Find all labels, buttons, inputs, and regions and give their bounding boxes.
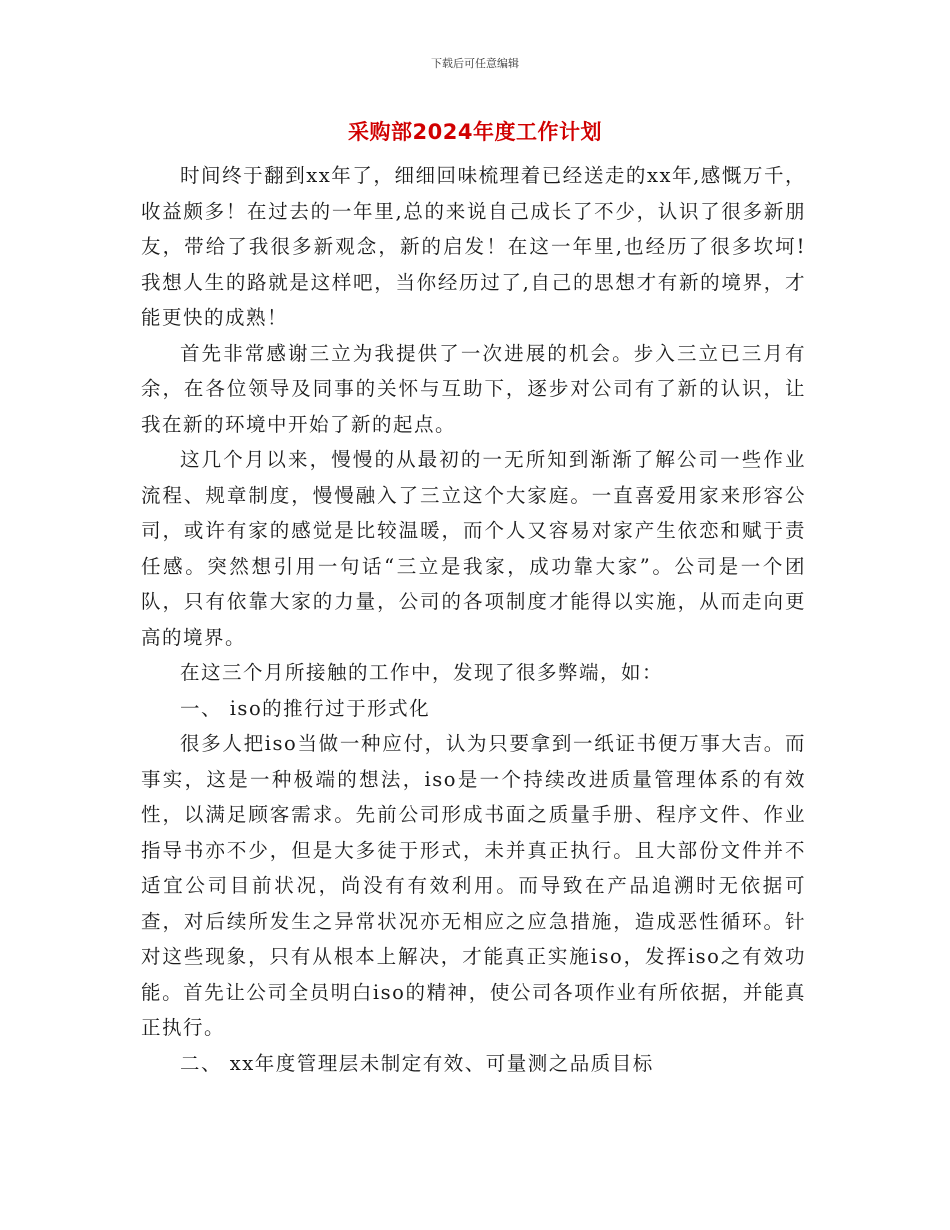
paragraph-problems: 在这三个月所接触的工作中，发现了很多弊端，如： [180, 661, 664, 684]
paragraph-months: 这几个月以来，慢慢的从最初的一无所知到渐渐了解公司一些作业流程、规章制度，慢慢融入了三立这个大家庭。一直喜爱用家来形容公司，或许有家的感觉是比较温暖，而个人又容易对家产生依恋和赋于责任感。突然想引用一句话“三立是我家，成功靠大家”。公司是一个团队，只有依靠大家的力量，公司的各项制度才能得以实施，从而走向更高的境界。 [141, 448, 806, 649]
paragraph-intro: 时间终于翻到xx年了，细细回味梳理着已经送走的xx年,感慨万千，收益颇多！在过去的一年里,总的来说自己成长了不少，认识了很多新朋友，带给了我很多新观念，新的启发！在这一年里,也经历了很多坎坷!我想人生的路就是这样吧，当你经历过了,自己的思想才有新的境界，才能更快的成熟！ [141, 164, 806, 329]
page-header: 下载后可任意编辑 [431, 57, 519, 70]
document-title: 采购部2024年度工作计划 [348, 120, 602, 144]
heading-item-1: 一、 iso的推行过于形式化 [180, 696, 431, 720]
paragraph-thanks: 首先非常感谢三立为我提供了一次进展的机会。步入三立已三月有余，在各位领导及同事的关怀与互助下，逐步对公司有了新的认识，让我在新的环境中开始了新的起点。 [141, 341, 806, 436]
heading-item-2: 二、 xx年度管理层未制定有效、可量测之品质目标 [180, 1051, 654, 1075]
paragraph-iso: 很多人把iso当做一种应付，认为只要拿到一纸证书便万事大吉。而事实，这是一种极端的想法，iso是一个持续改进质量管理体系的有效性，以满足顾客需求。先前公司形成书面之质量手册、程序文件、作业指导书亦不少，但是大多徒于形式，未并真正执行。且大部份文件并不适宜公司目前状况，尚没有有效利用。而导致在产品追溯时无依据可查，对后续所发生之异常状况亦无相应之应急措施，造成恶性循环。针对这些现象，只有从根本上解决，才能真正实施iso，发挥iso之有效功能。首先让公司全员明白iso的精神，使公司各项作业有所依据，并能真正执行。 [141, 732, 806, 1039]
document-body [141, 158, 806, 1081]
